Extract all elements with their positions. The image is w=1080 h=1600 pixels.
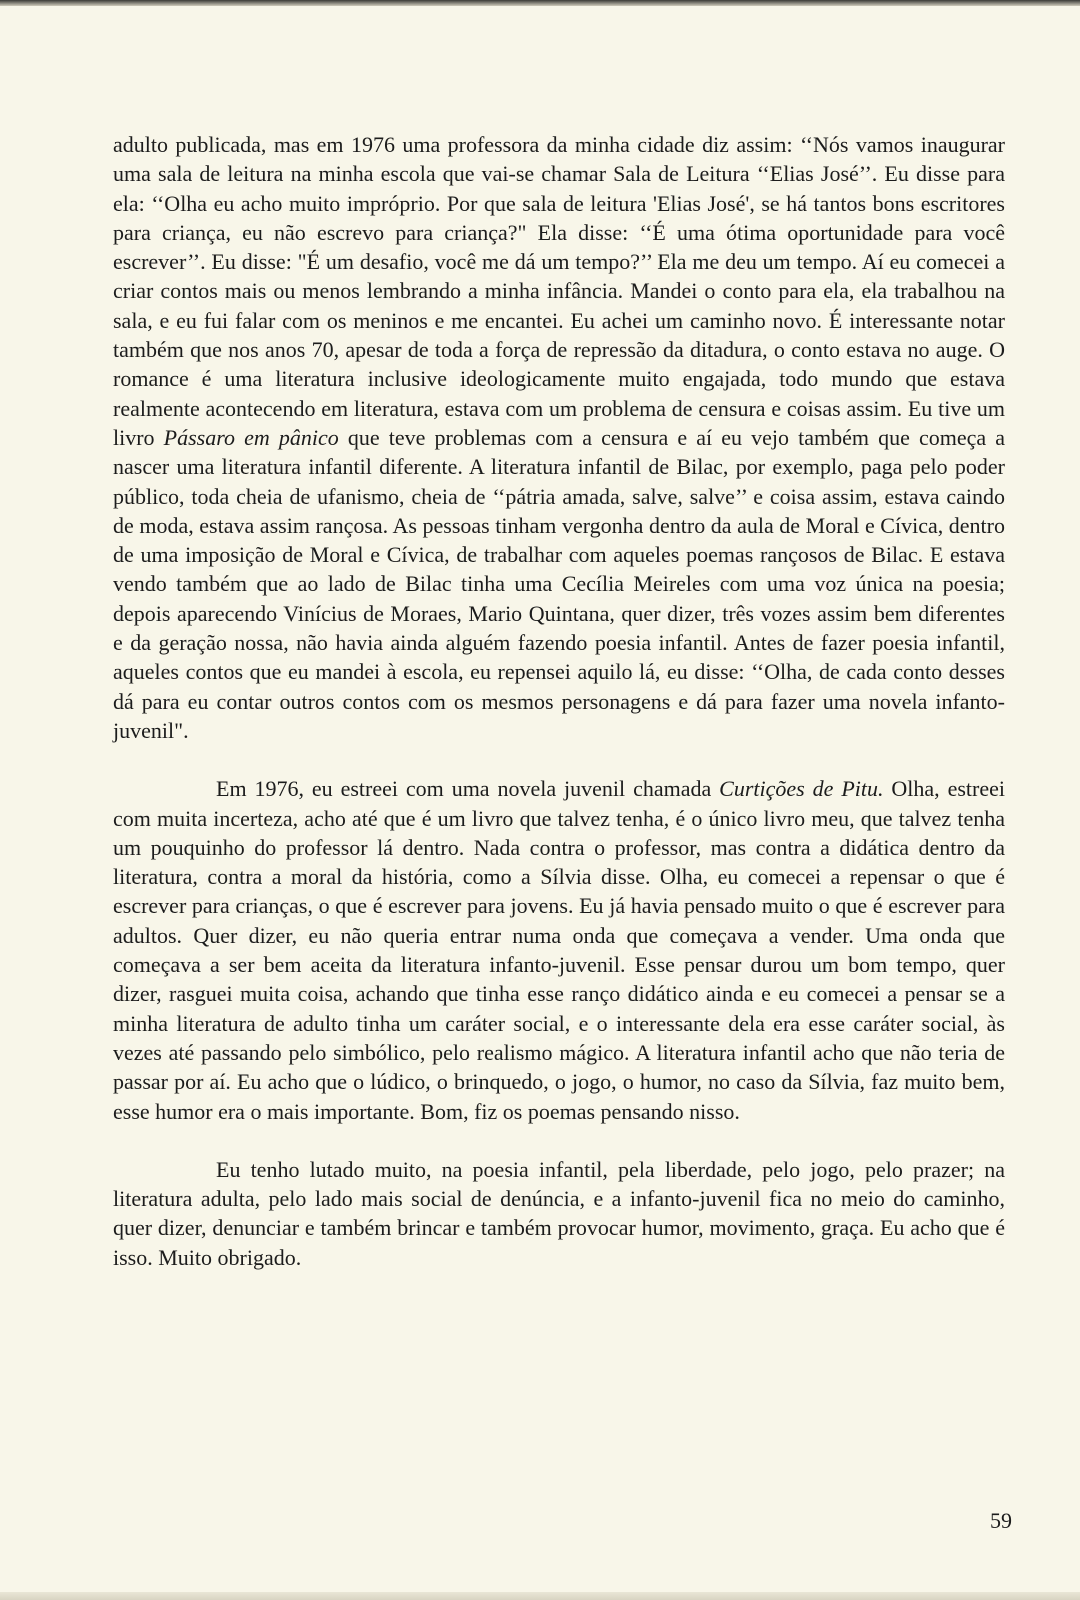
scan-top-edge xyxy=(0,0,1080,6)
page-number: 59 xyxy=(990,1508,1012,1533)
paragraph-2-text: Em 1976, eu estreei com uma novela juvenil chamada xyxy=(216,776,720,802)
paragraph-2 xyxy=(113,774,1005,1126)
paragraph-2-text-continued: Olha, estreei com muita incerteza, acho até que é um livro que talvez tenha, é o único livro meu, que talvez tenha um pouquinho do professor lá dentro. Nada contra o professor, mas contra a didática dentro da literatura, contra a moral da história, como a Sílvia disse. Olha, eu comecei a repensar o que é escrever para crianças, o que é escrever para jovens. Eu já havia pensado muito o que é escrever para adultos. Quer dizer, eu não queria entrar numa onda que começava a vender. Uma onda que começava a ser bem aceita da literatura infanto-juvenil. Esse pensar durou um bom tempo, quer dizer, rasguei muita coisa, achando que tinha esse ranço didático ainda e eu comecei a pensar se a minha literatura de adulto tinha um caráter social, e o interessante dela era esse caráter social, às vezes até passando pelo simbólico, pelo realismo mágico. A literatura infantil acho que não teria de passar por aí. Eu acho que o lúdico, o brinquedo, o jogo, o humor, no caso da Sílvia, faz muito bem, esse humor era o mais importante. Bom, fiz os poemas pensando nisso. xyxy=(113,776,1006,1124)
paragraph-1-text: adulto publicada, mas em 1976 uma professora da minha cidade diz assim: ‘‘Nós vamos inaugurar uma sala de leitura na minha escola que vai-se chamar Sala de Leitura ‘‘Elias José’’. Eu disse para ela: ‘‘Olha eu acho muito impróprio. Por que sala de leitura 'Elias José', se há tantos bons escritores para criança, eu não escrevo para criança?" Ela disse: ‘‘É uma ótima oportunidade para você escrever’’. Eu disse: "É um desafio, você me dá um tempo?’’ Ela me deu um tempo. Aí eu comecei a criar contos mais ou menos lembrando a minha infância. Mandei o conto para ela, ela trabalhou na sala, e eu fui falar com os meninos e me encantei. Eu achei um caminho novo. É interessante notar também que nos anos 70, apesar de toda a força de repressão da ditadura, o conto estava no auge. O romance é uma literatura inclusive ideologicamente muito engajada, todo mundo que estava realmente acontecendo em literatura, estava com um problema de censura e coisas assim. Eu tive um livro xyxy=(113,132,1005,450)
paragraph-spacer xyxy=(113,1126,1005,1155)
book-title-curticoes-de-pitu: Curtições de Pitu. xyxy=(719,776,884,802)
scan-bottom-edge xyxy=(0,1592,1080,1600)
paragraph-1 xyxy=(113,130,1005,745)
body-text xyxy=(113,130,1005,1272)
book-title-passaro-em-panico: Pássaro em pânico xyxy=(163,424,339,450)
paragraph-spacer xyxy=(113,745,1005,774)
paragraph-1-text-continued: que teve problemas com a censura e aí eu vejo também que começa a nascer uma literatura infantil diferente. A literatura infantil de Bilac, por exemplo, paga pelo poder público, toda cheia de ufanismo, cheia de ‘‘pátria amada, salve, salve’’ e coisa assim, estava caindo de moda, estava assim rançosa. As pessoas tinham vergonha dentro da aula de Moral e Cívica, dentro de uma imposição de Moral e Cívica, de trabalhar com aqueles poemas rançosos de Bilac. E estava vendo também que ao lado de Bilac tinha uma Cecília Meireles com uma voz única na poesia; depois aparecendo Vinícius de Moraes, Mario Quintana, quer dizer, três vozes assim bem diferentes e da geração nossa, não havia ainda alguém fazendo poesia infantil. Antes de fazer poesia infantil, aqueles contos que eu mandei à escola, eu repensei aquilo lá, eu disse: ‘‘Olha, de cada conto desses dá para eu contar outros contos com os mesmos personagens e dá para fazer uma novela infanto-juvenil". xyxy=(113,424,1005,743)
paragraph-3 xyxy=(113,1155,1005,1272)
paragraph-3-text: Eu tenho lutado muito, na poesia infantil, pela liberdade, pelo jogo, pelo prazer; na literatura adulta, pelo lado mais social de denúncia, e a infanto-juvenil fica no meio do caminho, quer dizer, denunciar e também brincar e também provocar humor, movimento, graça. Eu acho que é isso. Muito obrigado. xyxy=(113,1156,1005,1270)
